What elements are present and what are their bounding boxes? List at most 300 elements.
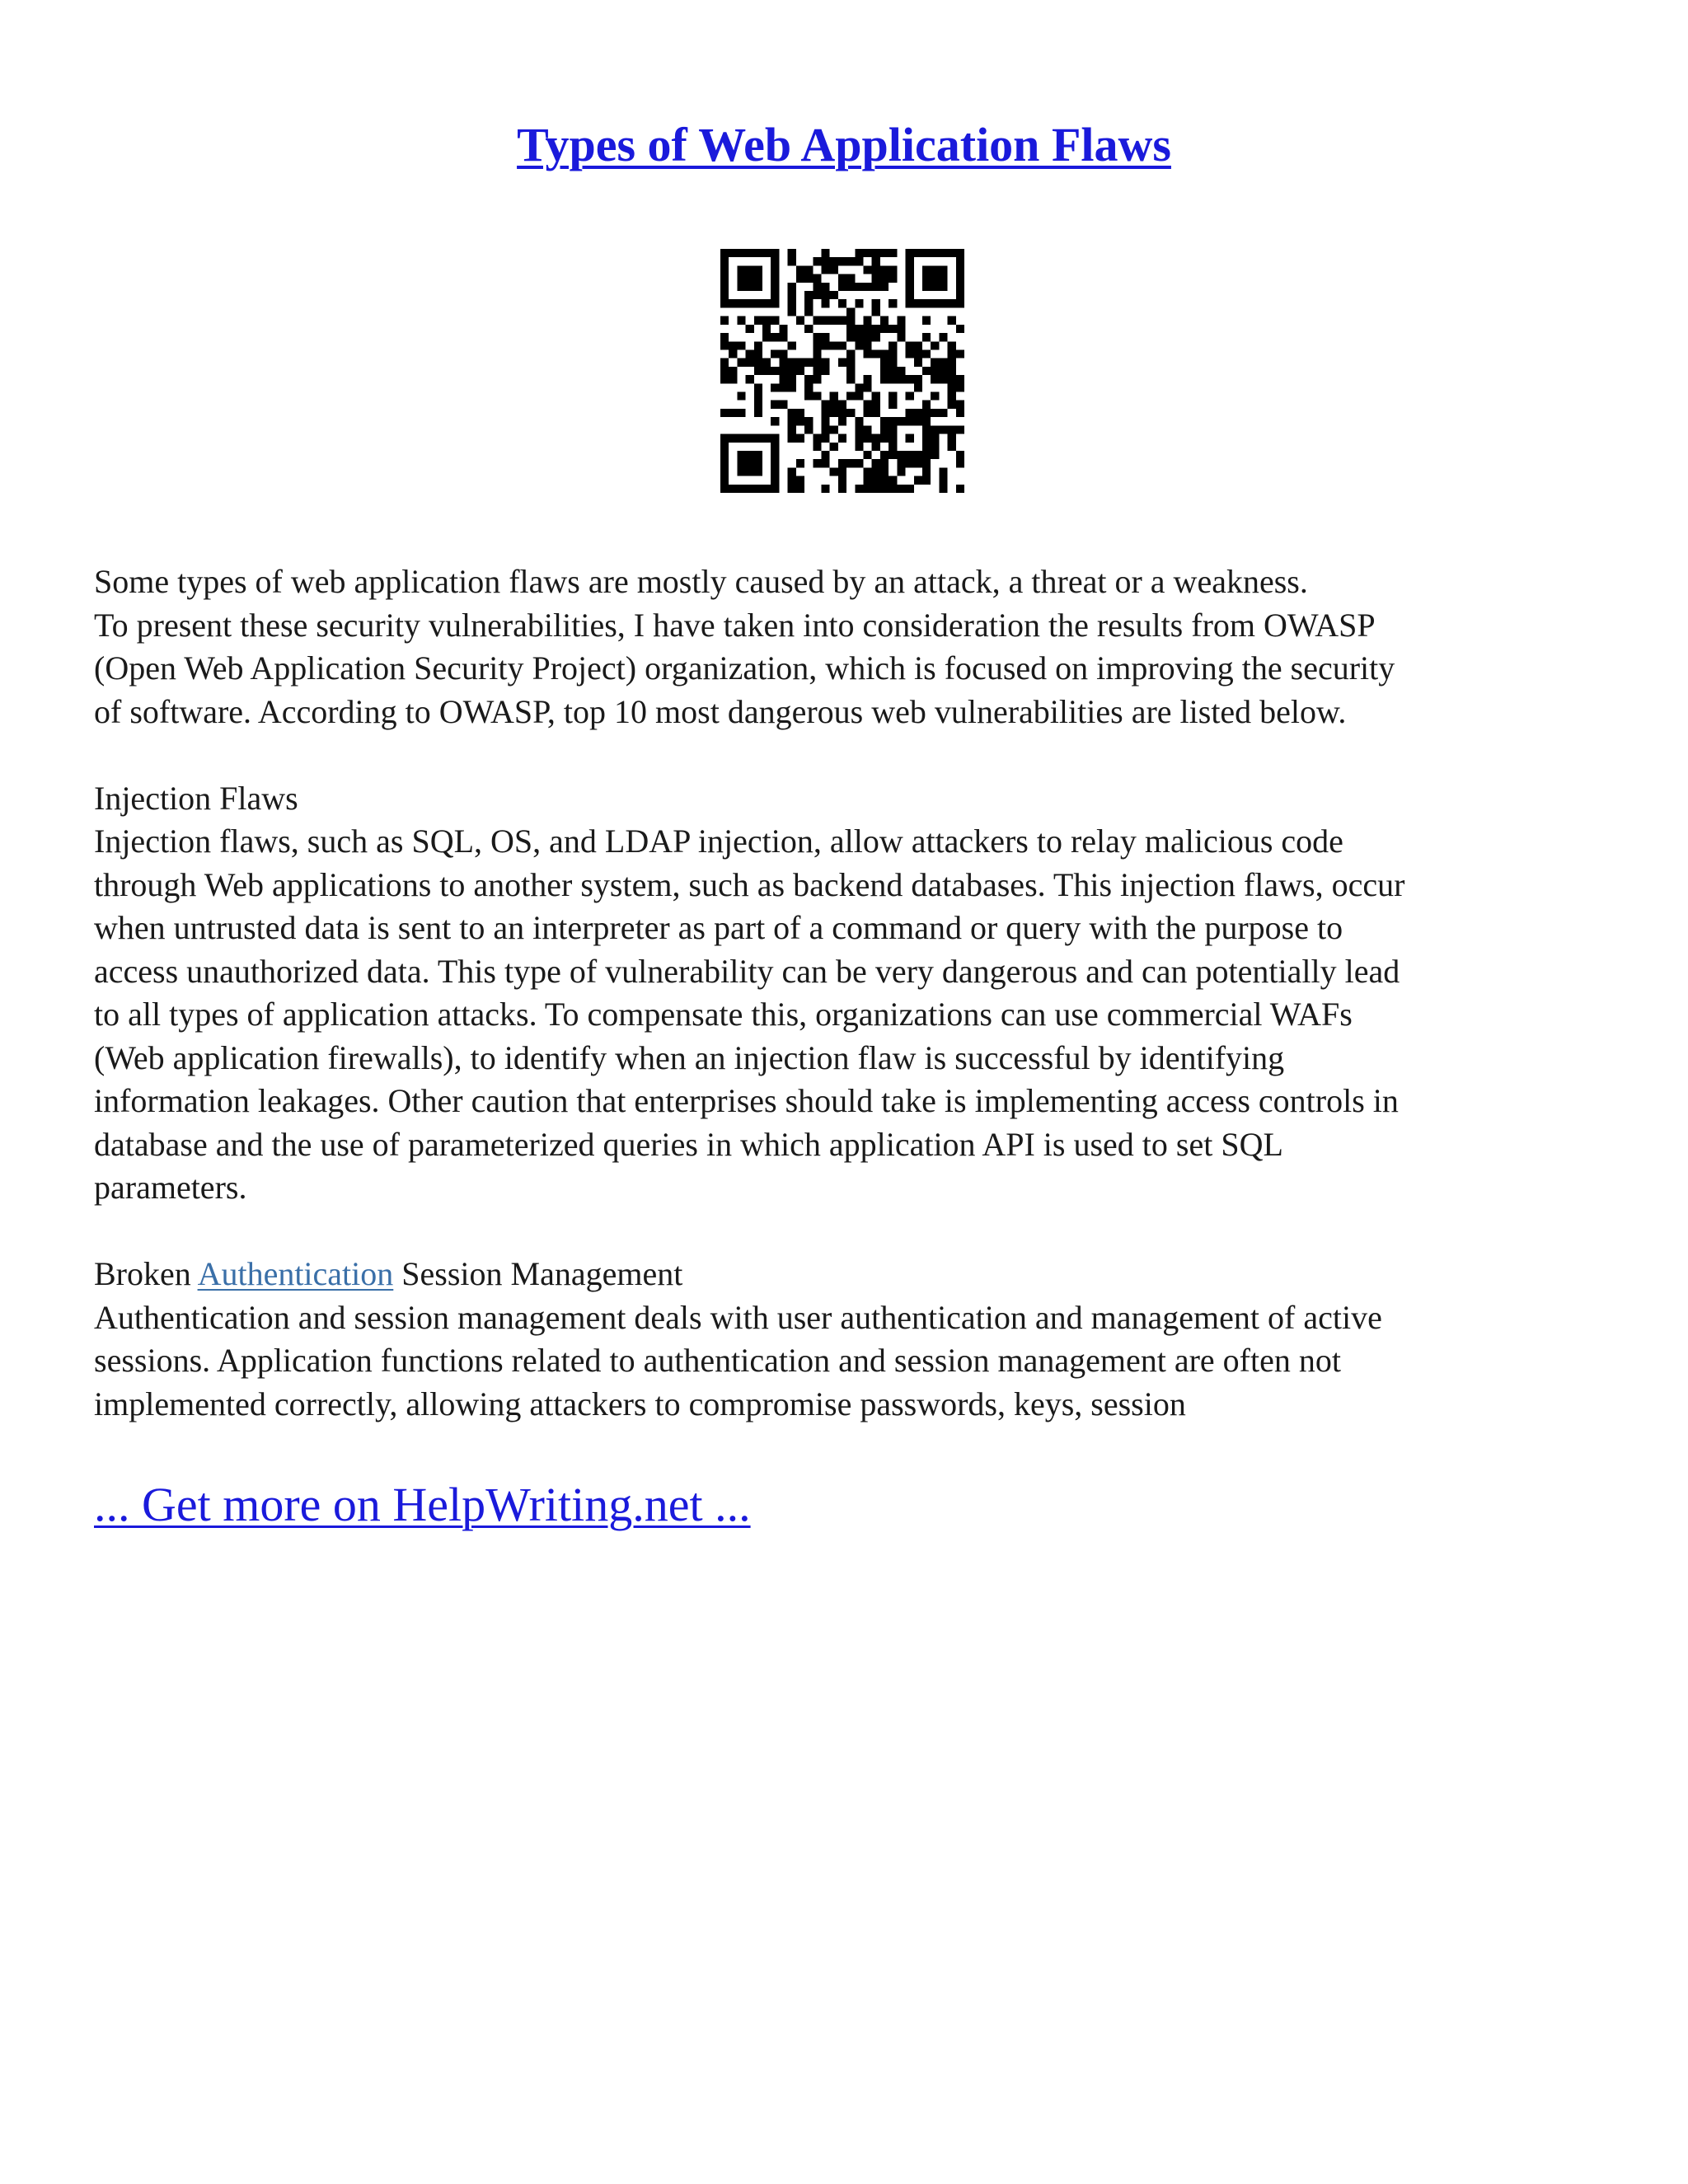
qr-module <box>880 375 889 383</box>
qr-module <box>762 249 771 257</box>
qr-module <box>855 249 863 257</box>
qr-module <box>864 401 872 409</box>
text-line: Authentication and session management deals with user authentication and management of active <box>94 1298 1382 1336</box>
qr-module <box>729 434 737 443</box>
qr-module <box>906 375 914 383</box>
qr-module <box>813 333 821 341</box>
qr-module <box>931 392 939 401</box>
text-line: sessions. Application functions related to authentication and session management are often not <box>94 1342 1341 1379</box>
qr-module <box>821 341 829 349</box>
qr-module <box>746 274 754 283</box>
qr-module <box>771 451 779 459</box>
text-line: Injection flaws, such as SQL, OS, and LDAP injection, allow attackers to relay malicious code <box>94 823 1343 860</box>
qr-module <box>956 409 964 417</box>
heading-suffix: Session Management <box>401 1255 683 1292</box>
qr-module <box>872 459 880 467</box>
qr-module <box>880 367 889 375</box>
qr-module <box>872 401 880 409</box>
qr-module <box>821 459 829 467</box>
qr-module <box>788 409 796 417</box>
qr-module <box>922 425 931 434</box>
qr-module <box>846 392 855 401</box>
qr-module <box>931 283 939 291</box>
qr-module <box>855 325 863 333</box>
qr-module <box>956 299 964 307</box>
qr-module <box>771 383 779 391</box>
qr-module <box>720 257 729 265</box>
qr-module <box>821 409 829 417</box>
page-title <box>0 114 1688 176</box>
qr-module <box>880 349 889 358</box>
qr-module <box>906 349 914 358</box>
qr-module <box>821 417 829 425</box>
qr-module <box>889 375 897 383</box>
qr-module <box>864 283 872 291</box>
qr-module <box>746 299 754 307</box>
qr-module <box>813 257 821 265</box>
qr-module <box>880 325 889 333</box>
qr-module <box>914 383 922 391</box>
qr-module <box>889 299 897 307</box>
section-heading: Injection Flaws <box>94 779 298 817</box>
qr-module <box>788 283 796 291</box>
qr-module <box>846 359 855 367</box>
qr-module <box>746 467 754 476</box>
qr-module <box>948 392 956 401</box>
qr-module <box>931 265 939 274</box>
qr-module <box>855 459 863 467</box>
qr-module <box>914 375 922 383</box>
qr-module <box>771 316 779 325</box>
qr-module <box>754 485 762 493</box>
qr-module <box>754 451 762 459</box>
qr-module <box>796 265 804 274</box>
qr-module <box>771 333 779 341</box>
qr-module <box>939 425 947 434</box>
qr-module <box>922 265 931 274</box>
qr-module <box>821 401 829 409</box>
qr-module <box>788 383 796 391</box>
qr-module <box>914 341 922 349</box>
qr-module <box>746 349 754 358</box>
qr-module <box>956 451 964 459</box>
qr-module <box>880 249 889 257</box>
qr-module <box>872 325 880 333</box>
qr-module <box>939 299 947 307</box>
qr-module <box>846 257 855 265</box>
qr-module <box>720 283 729 291</box>
get-more-link[interactable]: ... Get more on HelpWriting.net ... <box>94 1478 751 1531</box>
qr-module <box>889 476 897 485</box>
qr-module <box>813 375 821 383</box>
qr-module <box>796 274 804 283</box>
qr-module <box>788 375 796 383</box>
qr-module <box>804 265 813 274</box>
qr-module <box>846 367 855 375</box>
qr-module <box>872 283 880 291</box>
article-body <box>94 560 1594 1426</box>
qr-module <box>779 359 787 367</box>
qr-module <box>922 299 931 307</box>
qr-module <box>864 476 872 485</box>
authentication-link[interactable]: Authentication <box>197 1255 394 1292</box>
qr-module <box>737 359 745 367</box>
qr-module <box>889 349 897 358</box>
qr-module <box>846 459 855 467</box>
qr-module <box>922 476 931 485</box>
qr-module <box>872 485 880 493</box>
qr-module <box>771 291 779 299</box>
qr-module <box>720 467 729 476</box>
qr-module <box>746 451 754 459</box>
qr-module <box>922 417 931 425</box>
qr-module <box>779 325 787 333</box>
qr-module <box>754 409 762 417</box>
qr-module <box>889 425 897 434</box>
qr-module <box>906 249 914 257</box>
qr-module <box>914 249 922 257</box>
qr-module <box>922 401 931 409</box>
qr-module <box>855 283 863 291</box>
qr-module <box>914 359 922 367</box>
qr-module <box>889 451 897 459</box>
qr-module <box>821 425 829 434</box>
qr-module <box>846 307 855 316</box>
qr-module <box>762 299 771 307</box>
qr-module <box>864 451 872 459</box>
qr-module <box>771 459 779 467</box>
section-broken-authentication <box>94 1253 1594 1426</box>
qr-module <box>939 359 947 367</box>
qr-module <box>779 333 787 341</box>
qr-module <box>754 401 762 409</box>
qr-module <box>762 325 771 333</box>
qr-module <box>821 316 829 325</box>
qr-module <box>821 359 829 367</box>
qr-module <box>754 274 762 283</box>
qr-module <box>720 359 729 367</box>
qr-module <box>922 459 931 467</box>
qr-module <box>864 425 872 434</box>
qr-module <box>720 367 729 375</box>
qr-module <box>754 349 762 358</box>
qr-module <box>872 333 880 341</box>
qr-module <box>813 341 821 349</box>
qr-module <box>880 425 889 434</box>
qr-module <box>906 291 914 299</box>
qr-module <box>729 375 737 383</box>
qr-module <box>889 367 897 375</box>
qr-module <box>838 467 846 476</box>
qr-module <box>889 434 897 443</box>
qr-module <box>737 485 745 493</box>
qr-module <box>906 392 914 401</box>
qr-module <box>956 325 964 333</box>
qr-module <box>720 443 729 451</box>
qr-module <box>948 443 956 451</box>
intro-paragraph <box>94 560 1594 733</box>
qr-module <box>746 485 754 493</box>
more-link-container <box>94 1474 751 1536</box>
qr-module <box>889 401 897 409</box>
qr-module <box>720 434 729 443</box>
qr-module <box>889 249 897 257</box>
qr-module <box>914 451 922 459</box>
qr-module <box>737 434 745 443</box>
qr-module <box>872 257 880 265</box>
qr-module <box>771 467 779 476</box>
qr-module <box>889 274 897 283</box>
qr-module <box>788 341 796 349</box>
qr-module <box>948 341 956 349</box>
qr-module <box>906 299 914 307</box>
qr-module <box>948 367 956 375</box>
qr-module <box>813 283 821 291</box>
qr-module <box>788 476 796 485</box>
text-line: To present these security vulnerabilities, I have taken into consideration the results from OWASP <box>94 606 1376 644</box>
qr-code-icon <box>720 249 964 493</box>
qr-module <box>838 257 846 265</box>
qr-module <box>889 485 897 493</box>
qr-module <box>804 291 813 299</box>
qr-module <box>771 299 779 307</box>
qr-module <box>821 283 829 291</box>
qr-module <box>779 383 787 391</box>
qr-module <box>922 409 931 417</box>
qr-module <box>813 349 821 358</box>
qr-module <box>922 249 931 257</box>
qr-module <box>737 409 745 417</box>
qr-module <box>872 274 880 283</box>
qr-module <box>906 265 914 274</box>
qr-module <box>872 392 880 401</box>
qr-module <box>788 257 796 265</box>
qr-module <box>813 316 821 325</box>
qr-module <box>948 299 956 307</box>
text-line: access unauthorized data. This type of vulnerability can be very dangerous and can potentially lead <box>94 952 1400 990</box>
text-line: Some types of web application flaws are mostly caused by an attack, a threat or a weakness. <box>94 563 1308 600</box>
qr-module <box>838 316 846 325</box>
qr-module <box>771 417 779 425</box>
qr-module <box>754 392 762 401</box>
qr-module <box>948 383 956 391</box>
qr-module <box>872 467 880 476</box>
qr-module <box>922 434 931 443</box>
qr-module <box>813 291 821 299</box>
qr-module <box>804 417 813 425</box>
qr-module <box>720 249 729 257</box>
qr-module <box>796 359 804 367</box>
qr-module <box>956 283 964 291</box>
qr-module <box>864 325 872 333</box>
qr-module <box>838 283 846 291</box>
qr-module <box>821 367 829 375</box>
text-line: parameters. <box>94 1169 247 1206</box>
qr-module <box>813 367 821 375</box>
qr-module <box>754 359 762 367</box>
qr-module <box>939 476 947 485</box>
qr-module <box>796 367 804 375</box>
qr-module <box>906 409 914 417</box>
qr-module <box>838 274 846 283</box>
qr-module <box>838 485 846 493</box>
qr-module <box>771 401 779 409</box>
qr-module <box>720 333 729 341</box>
qr-module <box>931 375 939 383</box>
section-heading <box>94 1253 1594 1296</box>
qr-module <box>889 265 897 274</box>
qr-module <box>754 459 762 467</box>
qr-module <box>931 274 939 283</box>
qr-module <box>788 485 796 493</box>
qr-module <box>956 375 964 383</box>
qr-module <box>838 417 846 425</box>
text-line: implemented correctly, allowing attackers to compromise passwords, keys, session <box>94 1385 1186 1422</box>
qr-module <box>922 467 931 476</box>
qr-module <box>838 459 846 467</box>
qr-module <box>956 349 964 358</box>
qr-module <box>846 274 855 283</box>
qr-module <box>880 467 889 476</box>
qr-module <box>813 443 821 451</box>
qr-module <box>922 333 931 341</box>
qr-module <box>762 367 771 375</box>
qr-module <box>746 434 754 443</box>
qr-module <box>813 359 821 367</box>
qr-module <box>939 375 947 383</box>
qr-module <box>889 341 897 349</box>
qr-module <box>813 274 821 283</box>
qr-module <box>906 274 914 283</box>
qr-module <box>720 409 729 417</box>
qr-module <box>914 409 922 417</box>
qr-module <box>804 375 813 383</box>
qr-module <box>729 341 737 349</box>
paragraph-gap <box>94 1210 1594 1254</box>
qr-module <box>872 265 880 274</box>
qr-module <box>729 367 737 375</box>
qr-module <box>864 434 872 443</box>
qr-module <box>746 359 754 367</box>
qr-module <box>922 367 931 375</box>
qr-module <box>872 349 880 358</box>
qr-module <box>771 476 779 485</box>
qr-module <box>762 359 771 367</box>
qr-module <box>746 459 754 467</box>
text-line: when untrusted data is sent to an interpreter as part of a command or query with the purpose to <box>94 909 1343 946</box>
qr-module <box>864 341 872 349</box>
qr-module <box>813 392 821 401</box>
section-injection-flaws <box>94 777 1594 1210</box>
qr-module <box>830 467 838 476</box>
qr-module <box>880 265 889 274</box>
qr-module <box>771 485 779 493</box>
qr-module <box>931 341 939 349</box>
qr-module <box>754 383 762 391</box>
qr-module <box>720 274 729 283</box>
qr-module <box>796 316 804 325</box>
qr-module <box>897 375 905 383</box>
qr-module <box>796 459 804 467</box>
qr-module <box>737 299 745 307</box>
qr-module <box>771 367 779 375</box>
qr-module <box>872 434 880 443</box>
qr-module <box>796 434 804 443</box>
text-line: database and the use of parameterized queries in which application API is used to set SQL <box>94 1125 1283 1163</box>
qr-module <box>846 333 855 341</box>
title-link[interactable]: Types of Web Application Flaws <box>517 118 1171 171</box>
qr-module <box>906 451 914 459</box>
qr-module <box>855 333 863 341</box>
qr-module <box>830 265 838 274</box>
qr-module <box>737 274 745 283</box>
qr-module <box>922 274 931 283</box>
qr-module <box>880 359 889 367</box>
qr-module <box>846 316 855 325</box>
qr-module <box>796 417 804 425</box>
qr-module <box>948 359 956 367</box>
qr-module <box>830 291 838 299</box>
qr-module <box>821 291 829 299</box>
qr-module <box>788 434 796 443</box>
qr-module <box>897 325 905 333</box>
qr-module <box>948 375 956 383</box>
qr-module <box>855 257 863 265</box>
qr-module <box>872 443 880 451</box>
qr-module <box>737 283 745 291</box>
qr-module <box>830 316 838 325</box>
qr-module <box>796 485 804 493</box>
qr-module <box>804 325 813 333</box>
qr-module <box>872 409 880 417</box>
qr-module <box>864 333 872 341</box>
qr-module <box>855 299 863 307</box>
qr-module <box>788 299 796 307</box>
qr-module <box>956 459 964 467</box>
qr-module <box>948 425 956 434</box>
qr-module <box>939 367 947 375</box>
qr-module <box>746 283 754 291</box>
qr-module <box>939 333 947 341</box>
qr-module <box>754 283 762 291</box>
qr-module <box>720 476 729 485</box>
qr-module <box>914 417 922 425</box>
qr-module <box>838 341 846 349</box>
qr-module <box>897 333 905 341</box>
qr-module <box>931 299 939 307</box>
qr-module <box>720 341 729 349</box>
qr-module <box>821 257 829 265</box>
qr-module <box>864 375 872 383</box>
qr-module <box>821 299 829 307</box>
qr-module <box>880 274 889 283</box>
qr-module <box>729 249 737 257</box>
qr-module <box>864 409 872 417</box>
qr-module <box>897 451 905 459</box>
qr-module <box>788 359 796 367</box>
text-line: through Web applications to another system, such as backend databases. This injection flaws, occur <box>94 865 1405 903</box>
text-line: (Web application firewalls), to identify when an injection flaw is successful by identifying <box>94 1038 1285 1076</box>
qr-module <box>788 249 796 257</box>
qr-module <box>948 316 956 325</box>
qr-module <box>939 409 947 417</box>
qr-module <box>864 467 872 476</box>
qr-module <box>754 316 762 325</box>
paragraph-gap <box>94 733 1594 777</box>
qr-module <box>779 401 787 409</box>
qr-module <box>737 459 745 467</box>
qr-module <box>754 299 762 307</box>
